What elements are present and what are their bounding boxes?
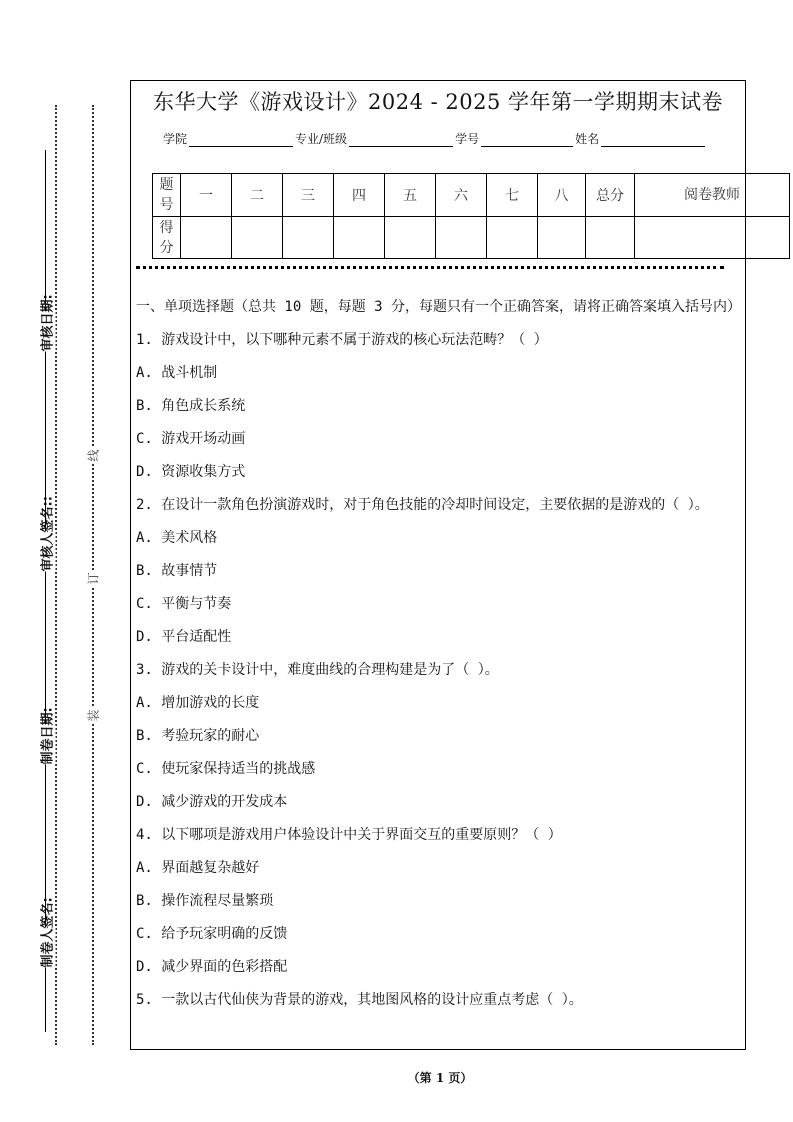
option-b: B. 角色成长系统 (136, 398, 246, 414)
option-d: D. 资源收集方式 (136, 464, 246, 480)
score-cell[interactable] (181, 217, 232, 259)
col-header: 六 (436, 174, 487, 217)
major-class-label: 专业/班级 (295, 132, 348, 146)
col-header: 四 (334, 174, 385, 217)
option-a: A. 界面越复杂越好 (136, 860, 260, 876)
option-d: D. 平台适配性 (136, 629, 232, 645)
score-table (152, 173, 790, 259)
score-row (153, 217, 790, 259)
question-5: 5. 一款以古代仙侠为背景的游戏，其地图风格的设计应重点考虑（ ）。 (136, 992, 583, 1008)
preparer-signature-label: 制卷人签名: (37, 928, 56, 968)
option-b: B. 考验玩家的耐心 (136, 728, 260, 744)
col-header: 总分 (586, 174, 635, 217)
section-heading: 一、单项选择题（总共 10 题，每题 3 分，每题只有一个正确答案，请将正确答案填入括号内） (136, 299, 741, 315)
page-number: （第 1 页） (407, 1071, 473, 1085)
questions-section (136, 291, 741, 1017)
score-cell[interactable] (538, 217, 586, 259)
col-header: 一 (181, 174, 232, 217)
question-3: 3. 游戏的关卡设计中，难度曲线的合理构建是为了（ ）。 (136, 662, 499, 678)
score-cell[interactable] (334, 217, 385, 259)
name-field[interactable] (601, 132, 705, 147)
question-2: 2. 在设计一款角色扮演游戏时，对于角色技能的冷却时间设定，主要依据的是游戏的（ ）。 (136, 497, 709, 513)
question-1: 1. 游戏设计中，以下哪种元素不属于游戏的核心玩法范畴？（ ） (136, 332, 548, 348)
option-d: D. 减少界面的色彩搭配 (136, 959, 288, 975)
option-b: B. 操作流程尽量繁琐 (136, 893, 274, 909)
row-label: 得分 (153, 217, 181, 259)
question-number-row (153, 174, 790, 217)
binding-char-zhuang: 装 (86, 709, 101, 722)
college-field[interactable] (189, 132, 293, 147)
review-date-label: 审核日期: (37, 312, 56, 352)
score-cell[interactable] (283, 217, 334, 259)
col-header: 阅卷教师 (635, 174, 790, 217)
option-d: D. 减少游戏的开发成本 (136, 794, 288, 810)
col-header: 八 (538, 174, 586, 217)
row-label: 题号 (153, 174, 181, 217)
binding-char-xian: 线 (86, 449, 101, 462)
score-cell[interactable] (635, 217, 790, 259)
option-a: A. 美术风格 (136, 530, 218, 546)
question-4: 4. 以下哪项是游戏用户体验设计中关于界面交互的重要原则？（ ） (136, 827, 562, 843)
score-cell[interactable] (232, 217, 283, 259)
reviewer-signature-label: 审核人签名:: (37, 532, 56, 572)
option-c: C. 使玩家保持适当的挑战感 (136, 761, 316, 777)
col-header: 三 (283, 174, 334, 217)
option-c: C. 给予玩家明确的反馈 (136, 926, 288, 942)
option-c: C. 游戏开场动画 (136, 431, 246, 447)
exam-title: 东华大学《游戏设计》2024 - 2025 学年第一学期期末试卷 (152, 90, 723, 114)
student-id-label: 学号 (455, 132, 480, 146)
option-c: C. 平衡与节奏 (136, 596, 232, 612)
name-label: 姓名 (575, 132, 600, 146)
option-a: A. 增加游戏的长度 (136, 695, 260, 711)
prepare-date-label: 制卷日期: (37, 725, 56, 765)
student-info-row (163, 130, 707, 147)
col-header: 五 (385, 174, 436, 217)
col-header: 七 (487, 174, 538, 217)
dotted-separator (136, 266, 724, 269)
option-a: A. 战斗机制 (136, 365, 218, 381)
score-cell[interactable] (436, 217, 487, 259)
score-cell[interactable] (385, 217, 436, 259)
major-class-field[interactable] (349, 132, 453, 147)
col-header: 二 (232, 174, 283, 217)
score-cell[interactable] (487, 217, 538, 259)
binding-char-ding: 订 (86, 572, 101, 585)
student-id-field[interactable] (481, 132, 573, 147)
college-label: 学院 (163, 132, 188, 146)
option-b: B. 故事情节 (136, 563, 218, 579)
score-cell[interactable] (586, 217, 635, 259)
